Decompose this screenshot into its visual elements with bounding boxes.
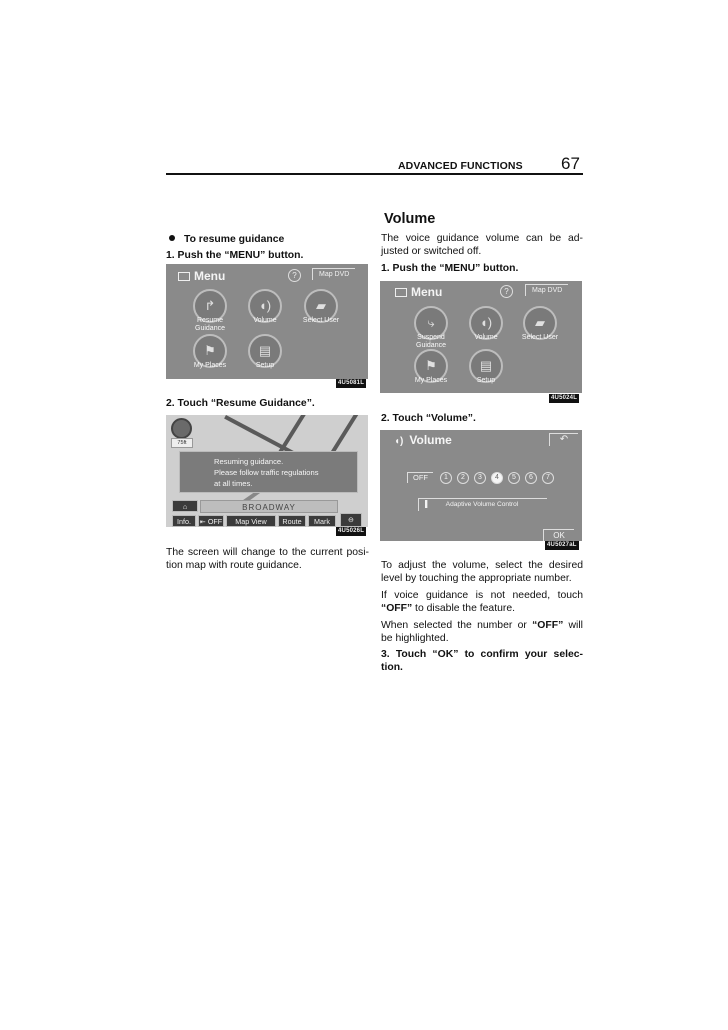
mark-button[interactable]: Mark bbox=[308, 515, 336, 527]
bold-text: “OFF” bbox=[381, 602, 413, 614]
section-title: Volume bbox=[384, 211, 436, 227]
button-label: Volume bbox=[474, 334, 498, 341]
message-line: Resuming guidance. bbox=[214, 457, 284, 466]
setup-button[interactable] bbox=[240, 334, 290, 370]
my-places-button[interactable] bbox=[406, 349, 456, 385]
menu-icon bbox=[178, 272, 190, 281]
map-dvd-button[interactable]: Map DVD bbox=[525, 284, 568, 296]
map-scale[interactable]: 75ft bbox=[171, 438, 193, 448]
left-paragraph: The screen will change to the current posi-tion map with route guidance. bbox=[166, 547, 369, 571]
button-label: My Places bbox=[193, 362, 227, 369]
setup-button[interactable] bbox=[461, 349, 511, 385]
button-label: Suspend bbox=[417, 334, 445, 341]
text: will be highlighted. bbox=[381, 620, 583, 644]
compass-icon[interactable] bbox=[171, 418, 192, 439]
message-line: at all times. bbox=[214, 479, 253, 488]
menu-icon bbox=[395, 288, 407, 297]
help-icon[interactable]: ? bbox=[500, 285, 513, 298]
off-paragraph bbox=[381, 590, 583, 615]
button-label: Resume bbox=[196, 317, 224, 324]
bold-text: “OFF” bbox=[532, 620, 564, 631]
zoom-out-button[interactable] bbox=[340, 513, 362, 527]
button-label: Select User bbox=[521, 334, 559, 341]
my-places-icon: ⚑ bbox=[414, 349, 448, 383]
button-label: Guidance bbox=[195, 324, 225, 332]
figure-code: 4U5026L bbox=[338, 528, 365, 534]
back-button[interactable] bbox=[549, 433, 578, 446]
volume-level-2[interactable]: 2 bbox=[457, 472, 469, 484]
select-user-icon: ▰ bbox=[304, 289, 338, 323]
select-user-button[interactable] bbox=[515, 306, 565, 342]
menu-title bbox=[395, 285, 442, 299]
button-label: Select User bbox=[302, 317, 340, 324]
button-label: My Places bbox=[414, 377, 448, 384]
map-dvd-button[interactable]: Map DVD bbox=[312, 268, 355, 280]
volume-screenshot bbox=[380, 430, 582, 541]
menu-title bbox=[178, 269, 225, 283]
suspend-guidance-button[interactable] bbox=[406, 306, 456, 349]
menu-title-text: Menu bbox=[194, 269, 226, 283]
bullet-icon bbox=[169, 235, 175, 241]
home-button[interactable] bbox=[172, 500, 198, 512]
map-view-button[interactable]: Map View bbox=[226, 515, 276, 527]
zoom-out-icon: ⊖ bbox=[347, 515, 355, 524]
menu-screenshot-2 bbox=[380, 281, 582, 393]
help-icon[interactable]: ? bbox=[288, 269, 301, 282]
my-places-icon: ⚑ bbox=[193, 334, 227, 368]
message-line: Please follow traffic regulations bbox=[214, 468, 319, 477]
left-step-2: 2. Touch “Resume Guidance”. bbox=[166, 398, 315, 409]
figure-code: 4U5081L bbox=[338, 380, 365, 386]
right-step-2: 2. Touch “Volume”. bbox=[381, 413, 476, 424]
section-header: ADVANCED FUNCTIONS bbox=[398, 160, 523, 172]
volume-header bbox=[394, 433, 452, 447]
suspend-guidance-icon: ⤷ bbox=[414, 306, 448, 340]
volume-icon: ◖) bbox=[248, 289, 282, 323]
volume-level-5[interactable]: 5 bbox=[508, 472, 520, 484]
left-step-1: 1. Push the “MENU” button. bbox=[166, 250, 304, 261]
setup-icon: ▤ bbox=[469, 349, 503, 383]
avc-indicator: ▌ bbox=[425, 501, 430, 508]
highlight-paragraph bbox=[381, 620, 583, 645]
setup-icon: ▤ bbox=[248, 334, 282, 368]
button-label: Setup bbox=[255, 362, 275, 369]
volume-level-6[interactable]: 6 bbox=[525, 472, 537, 484]
map-screenshot bbox=[166, 415, 368, 527]
right-step-3: 3. Touch “OK” to confirm your selec-tion. bbox=[381, 649, 583, 673]
adaptive-volume-control-button[interactable] bbox=[418, 498, 547, 511]
bullet-heading bbox=[166, 234, 284, 247]
menu-screenshot-1 bbox=[166, 264, 368, 379]
adjust-volume-paragraph: To adjust the volume, select the desired level by touching the appropriate number. bbox=[381, 560, 583, 584]
bullet-title: To resume guidance bbox=[184, 234, 285, 245]
avc-label: Adaptive Volume Control bbox=[445, 501, 519, 508]
figure-code: 4U5024L bbox=[551, 395, 578, 401]
button-label: Volume bbox=[253, 317, 277, 324]
page-number: 67 bbox=[561, 154, 580, 173]
volume-button[interactable] bbox=[461, 306, 511, 342]
resume-guidance-icon: ↱ bbox=[193, 289, 227, 323]
volume-level-7[interactable]: 7 bbox=[542, 472, 554, 484]
back-icon: ↶ bbox=[559, 434, 569, 445]
figure-code: 4U5027aL bbox=[547, 542, 577, 548]
right-step-1: 1. Push the “MENU” button. bbox=[381, 263, 519, 274]
volume-level-4[interactable]: 4 bbox=[491, 472, 503, 484]
my-places-button[interactable] bbox=[185, 334, 235, 370]
select-user-icon: ▰ bbox=[523, 306, 557, 340]
volume-icon: ◖) bbox=[469, 306, 503, 340]
volume-icon: ◖) bbox=[394, 436, 404, 447]
volume-level-1[interactable]: 1 bbox=[440, 472, 452, 484]
volume-title: Volume bbox=[409, 433, 452, 447]
ok-button[interactable]: OK bbox=[543, 529, 574, 541]
volume-level-3[interactable]: 3 bbox=[474, 472, 486, 484]
text: to disable the feature. bbox=[412, 602, 515, 614]
info-button[interactable]: Info. bbox=[172, 515, 196, 527]
text: When selected the number or bbox=[381, 620, 533, 631]
street-name: BROADWAY bbox=[200, 500, 338, 513]
guidance-off-button[interactable]: ⇤ OFF bbox=[199, 517, 223, 526]
menu-title-text: Menu bbox=[411, 285, 443, 299]
text: If voice guidance is not needed, touch bbox=[381, 590, 583, 601]
button-label: Setup bbox=[476, 377, 496, 384]
home-icon: ⌂ bbox=[182, 502, 188, 511]
header-rule bbox=[166, 173, 583, 175]
volume-intro: The voice guidance volume can be ad-justed or switched off. bbox=[381, 233, 583, 257]
button-label: Guidance bbox=[416, 341, 446, 349]
resume-guidance-message bbox=[179, 451, 358, 493]
select-user-button[interactable] bbox=[296, 289, 346, 325]
volume-button[interactable] bbox=[240, 289, 290, 325]
volume-off-button[interactable]: OFF bbox=[407, 472, 433, 483]
route-button[interactable]: Route bbox=[278, 515, 306, 527]
resume-guidance-button[interactable] bbox=[185, 289, 235, 332]
